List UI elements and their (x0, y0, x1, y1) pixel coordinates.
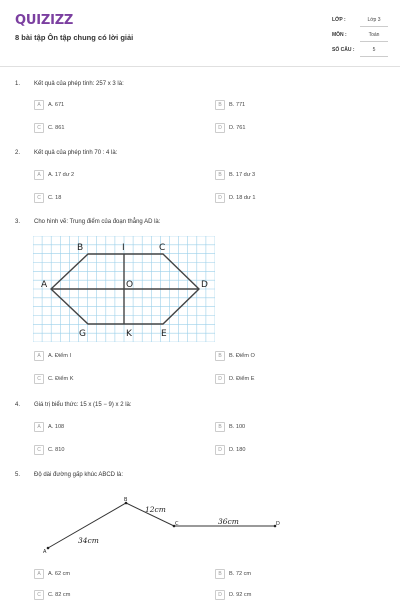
answer-option[interactable] (215, 421, 245, 432)
answer-option[interactable] (34, 169, 74, 180)
meta-value-subject: Toán (368, 32, 380, 38)
question-text: Kết quả của phép tính 70 : 4 là: (34, 150, 118, 156)
option-letter-box: A (34, 170, 44, 180)
option-letter-box: D (215, 374, 225, 384)
option-letter-box: C (34, 123, 44, 133)
question-text: Cho hình vẽ: Trung điểm của đoạn thẳng AD là: (34, 219, 161, 225)
option-letter-box: A (34, 569, 44, 579)
option-label: C. Điểm K (48, 375, 74, 382)
option-letter-box: C (34, 374, 44, 384)
option-letter-box: B (215, 422, 225, 432)
point-label-d: D (276, 521, 280, 527)
option-letter-box: D (215, 445, 225, 455)
point-label-g: G (79, 329, 86, 339)
answer-option[interactable] (215, 169, 255, 180)
answer-option[interactable] (34, 589, 70, 600)
answer-option[interactable] (215, 122, 245, 133)
option-letter-box: D (215, 193, 225, 203)
point-label-c: C (175, 521, 179, 527)
question-number: 5. (15, 472, 21, 478)
answer-option[interactable] (34, 421, 64, 432)
segment-length-cd: 36cm (218, 517, 239, 526)
option-label: A. 17 dư 2 (48, 171, 75, 178)
answer-option[interactable] (34, 373, 74, 384)
option-letter-box: A (34, 100, 44, 110)
polyline-figure (40, 495, 290, 555)
quizizz-logo: QUIZIZZ (15, 13, 74, 28)
segment-length-bc: 12cm (145, 505, 166, 514)
point-label-d: D (201, 280, 208, 290)
answer-option[interactable] (34, 122, 64, 133)
meta-value-count: 5 (372, 47, 376, 53)
option-label: D. 18 dư 1 (229, 194, 256, 201)
answer-option[interactable] (34, 568, 70, 579)
option-label: A. 108 (48, 423, 65, 430)
meta-underline (360, 56, 388, 57)
answer-option[interactable] (34, 350, 71, 361)
answer-option[interactable] (34, 99, 64, 110)
hexagon-grid-figure (33, 236, 215, 342)
option-letter-box: B (215, 351, 225, 361)
option-label: A. Điểm I (48, 352, 72, 359)
point-label-c: C (159, 243, 166, 253)
answer-option[interactable] (34, 192, 61, 203)
question-text: Giá trị biểu thức: 15 x (15 − 9) x 2 là: (34, 402, 132, 408)
point-label-e: E (161, 329, 167, 339)
option-letter-box: D (215, 123, 225, 133)
point-label-i: I (122, 243, 125, 253)
option-label: B. 72 cm (229, 570, 252, 577)
option-letter-box: D (215, 590, 225, 600)
option-letter-box: B (215, 100, 225, 110)
question-number: 3. (15, 219, 21, 225)
header-divider (0, 66, 400, 67)
option-letter-box: B (215, 569, 225, 579)
point-label-a: A (41, 280, 48, 290)
meta-label-subject: MÔN : (332, 32, 347, 38)
answer-option[interactable] (215, 192, 255, 203)
point-label-k: K (126, 329, 132, 339)
option-label: A. 671 (48, 101, 65, 108)
question-number: 1. (15, 81, 21, 87)
option-letter-box: C (34, 193, 44, 203)
question-text: Kết quả của phép tính: 257 x 3 là: (34, 81, 124, 87)
option-label: C. 82 cm (48, 591, 71, 598)
answer-option[interactable] (34, 444, 64, 455)
answer-option[interactable] (215, 350, 255, 361)
answer-option[interactable] (215, 589, 251, 600)
option-label: B. 100 (229, 423, 246, 430)
option-label: B. Điểm O (229, 352, 255, 359)
point-label-b: B (124, 497, 128, 503)
option-letter-box: C (34, 445, 44, 455)
option-label: B. 17 dư 3 (229, 171, 256, 178)
option-label: C. 810 (48, 446, 65, 453)
option-letter-box: A (34, 422, 44, 432)
option-label: D. 92 cm (229, 591, 252, 598)
question-number: 4. (15, 402, 21, 408)
answer-option[interactable] (215, 568, 251, 579)
segment-length-ab: 34cm (78, 536, 99, 545)
meta-value-grade: Lớp 3 (367, 17, 381, 23)
meta-underline (360, 41, 388, 42)
point-label-o: O (126, 280, 134, 290)
answer-option[interactable] (215, 444, 245, 455)
answer-option[interactable] (215, 99, 245, 110)
option-label: C. 18 (48, 194, 62, 201)
option-label: D. Điểm E (229, 375, 255, 382)
question-number: 2. (15, 150, 21, 156)
option-label: D. 761 (229, 124, 246, 131)
point-label-a: A (43, 549, 47, 555)
answer-option[interactable] (215, 373, 255, 384)
meta-underline (360, 26, 388, 27)
option-label: C. 861 (48, 124, 65, 131)
hexagon-shape (51, 254, 199, 324)
option-label: A. 62 cm (48, 570, 71, 577)
point-label-b: B (77, 243, 84, 253)
option-letter-box: C (34, 590, 44, 600)
option-letter-box: A (34, 351, 44, 361)
option-label: D. 180 (229, 446, 246, 453)
meta-label-count: SỐ CÂU : (332, 47, 355, 53)
worksheet-title: 8 bài tập Ôn tập chung có lời giải (15, 33, 134, 42)
question-text: Độ dài đường gấp khúc ABCD là: (34, 472, 124, 478)
meta-label-grade: LỚP : (332, 17, 346, 23)
option-label: B. 771 (229, 101, 246, 108)
option-letter-box: B (215, 170, 225, 180)
